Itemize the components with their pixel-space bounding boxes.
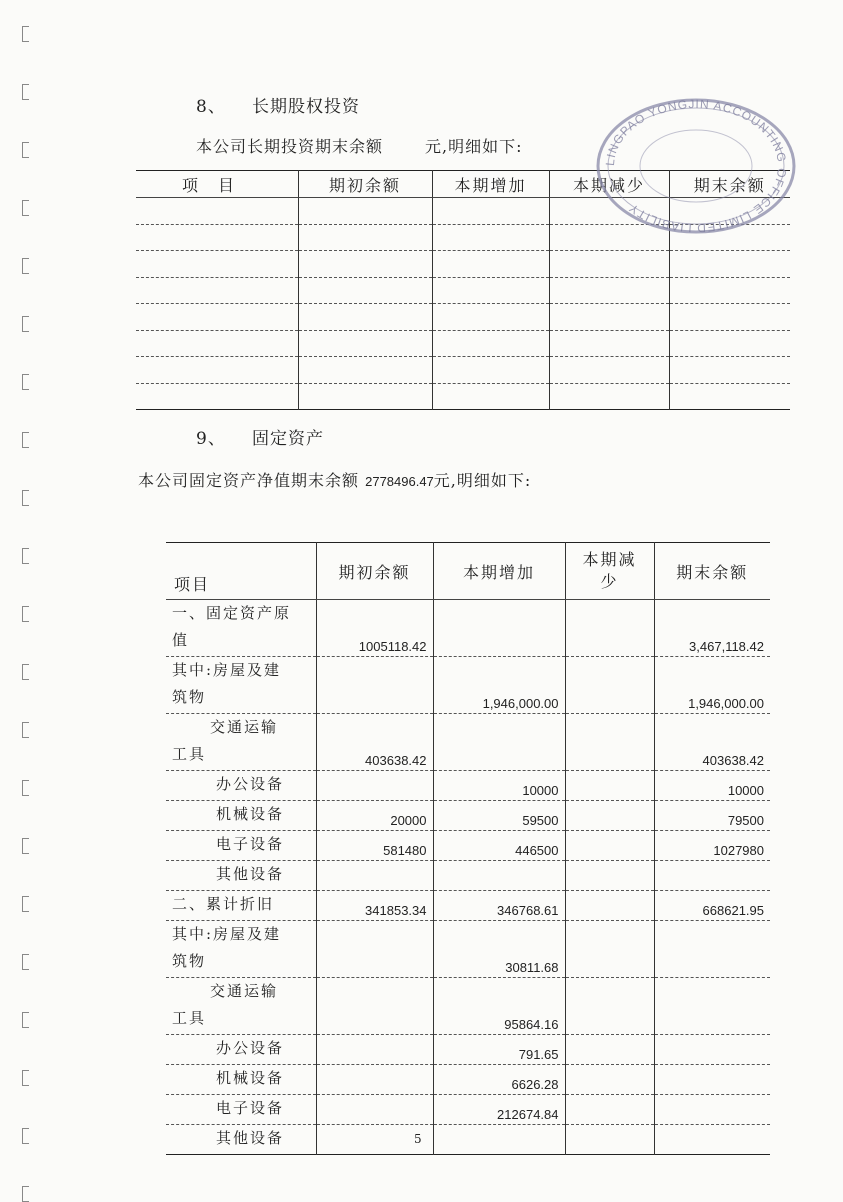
binding-hole-mark (22, 316, 29, 332)
cell-decrease (565, 1125, 654, 1155)
col-header-increase: 本期增加 (433, 543, 565, 600)
table-cell (432, 357, 549, 384)
section-9-intro-text: 本公司固定资产净值期末余额 (138, 471, 360, 490)
table-cell (549, 357, 669, 384)
table-cell (432, 251, 549, 278)
table-row (136, 330, 790, 357)
table-row (136, 277, 790, 304)
section-9-number: 9、 (196, 429, 226, 449)
cell-closing: 10000 (654, 771, 770, 801)
cell-opening (316, 1035, 433, 1065)
table-row (136, 304, 790, 331)
row-label-line: 交通运输 (210, 982, 279, 1000)
row-label-line: 值 (172, 631, 190, 649)
binding-hole-mark (22, 258, 29, 274)
cell-closing: 668621.95 (654, 891, 770, 921)
round-seal-stamp-icon (592, 96, 800, 236)
table-cell (298, 224, 432, 251)
row-label-line: 交通运输 (210, 718, 279, 736)
row-label (166, 831, 316, 861)
binding-hole-mark (22, 1128, 29, 1144)
row-label-line: 工具 (172, 1009, 207, 1027)
cell-increase: 10000 (433, 771, 565, 801)
binding-hole-mark (22, 722, 29, 738)
cell-opening: 581480 (316, 831, 433, 861)
col-header-decrease-line2: 少 (600, 572, 619, 591)
section-9-title: 固定资产 (252, 429, 324, 449)
cell-decrease (565, 714, 654, 771)
cell-closing (654, 1095, 770, 1125)
table-row (166, 600, 770, 657)
table-cell (136, 277, 298, 304)
table-cell (669, 251, 790, 278)
binding-margin (0, 0, 32, 1200)
row-label-line: 筑物 (172, 952, 207, 970)
col-header-decrease (565, 543, 654, 600)
table-cell (298, 330, 432, 357)
col-header-closing: 期末余额 (654, 543, 770, 600)
table-cell (432, 224, 549, 251)
table-cell (136, 304, 298, 331)
table-row (166, 657, 770, 714)
cell-opening (316, 771, 433, 801)
page-number: 5 (414, 1132, 422, 1146)
table-cell (298, 357, 432, 384)
row-label-line: 筑物 (172, 688, 207, 706)
cell-increase (433, 714, 565, 771)
section-9-heading (196, 424, 324, 449)
table-cell (298, 198, 432, 225)
table-cell (669, 383, 790, 410)
cell-decrease (565, 771, 654, 801)
cell-closing (654, 921, 770, 978)
table-cell (549, 330, 669, 357)
cell-closing (654, 861, 770, 891)
cell-increase: 30811.68 (433, 921, 565, 978)
cell-closing (654, 1065, 770, 1095)
binding-hole-mark (22, 374, 29, 390)
table-row (166, 714, 770, 771)
col-header-opening: 期初余额 (316, 543, 433, 600)
table-row (166, 921, 770, 978)
table-row (166, 1125, 770, 1155)
cell-opening (316, 861, 433, 891)
table-cell (432, 198, 549, 225)
table-row (166, 1035, 770, 1065)
cell-opening: 341853.34 (316, 891, 433, 921)
cell-closing: 3,467,118.42 (654, 600, 770, 657)
binding-hole-mark (22, 548, 29, 564)
cell-closing: 1,946,000.00 (654, 657, 770, 714)
table-cell (136, 383, 298, 410)
binding-hole-mark (22, 84, 29, 100)
row-label-line: 工具 (172, 745, 207, 763)
cell-decrease (565, 861, 654, 891)
cell-decrease (565, 657, 654, 714)
section-9-intro-amount: 2778496.47 (365, 474, 434, 489)
table-cell (432, 383, 549, 410)
table-cell (549, 277, 669, 304)
cell-decrease (565, 801, 654, 831)
row-label (166, 657, 316, 714)
table-row (166, 978, 770, 1035)
cell-opening (316, 1095, 433, 1125)
table-cell (669, 357, 790, 384)
col-header-decrease-line1: 本期减 (582, 550, 637, 569)
cell-increase: 1,946,000.00 (433, 657, 565, 714)
cell-opening (316, 657, 433, 714)
row-label (166, 801, 316, 831)
table-cell (549, 251, 669, 278)
cell-closing: 403638.42 (654, 714, 770, 771)
table-cell (136, 330, 298, 357)
table-row (166, 1065, 770, 1095)
row-label-line: 其他设备 (216, 865, 285, 883)
cell-increase: 212674.84 (433, 1095, 565, 1125)
cell-closing (654, 1125, 770, 1155)
cell-decrease (565, 831, 654, 861)
table-cell (432, 330, 549, 357)
section-8-heading (196, 92, 360, 117)
cell-opening: 20000 (316, 801, 433, 831)
row-label (166, 714, 316, 771)
cell-decrease (565, 1035, 654, 1065)
fixed-assets-table (166, 542, 770, 1155)
cell-decrease (565, 1065, 654, 1095)
section-9-intro (138, 468, 531, 491)
cell-closing: 1027980 (654, 831, 770, 861)
row-label (166, 978, 316, 1035)
section-8-intro-text: 本公司长期投资期末余额 (196, 137, 384, 156)
binding-hole-mark (22, 142, 29, 158)
fixed-assets-body (166, 600, 770, 1155)
table-row (166, 1095, 770, 1125)
row-label (166, 1095, 316, 1125)
table-row (136, 383, 790, 410)
binding-hole-mark (22, 432, 29, 448)
seal-text: LINGPAO YONGJIN ACCOUNTING OFFICE LIMITED LIABILITY (602, 96, 790, 236)
row-label (166, 771, 316, 801)
binding-hole-mark (22, 664, 29, 680)
section-8-intro-suffix: 元,明细如下: (425, 137, 523, 156)
row-label-line: 办公设备 (216, 775, 285, 793)
binding-hole-mark (22, 780, 29, 796)
cell-opening (316, 921, 433, 978)
table-cell (298, 383, 432, 410)
cell-increase: 6626.28 (433, 1065, 565, 1095)
cell-closing: 79500 (654, 801, 770, 831)
table-row (136, 251, 790, 278)
table-cell (298, 304, 432, 331)
table-cell (136, 224, 298, 251)
row-label-line: 电子设备 (216, 835, 285, 853)
col-header-decrease: 本期减少 (549, 171, 669, 198)
row-label (166, 600, 316, 657)
cell-decrease (565, 891, 654, 921)
table-cell (669, 330, 790, 357)
row-label-line: 机械设备 (216, 1069, 285, 1087)
table-row (166, 861, 770, 891)
binding-hole-mark (22, 954, 29, 970)
col-header-item: 项 目 (136, 171, 298, 198)
cell-increase (433, 600, 565, 657)
table-cell (549, 383, 669, 410)
row-label (166, 891, 316, 921)
col-header-closing: 期末余额 (669, 171, 790, 198)
cell-decrease (565, 600, 654, 657)
row-label-line: 其中:房屋及建 (172, 661, 282, 679)
row-label (166, 1035, 316, 1065)
row-label-line: 二、累计折旧 (172, 895, 275, 913)
col-header-increase: 本期增加 (432, 171, 549, 198)
cell-decrease (565, 921, 654, 978)
binding-hole-mark (22, 200, 29, 216)
section-9-intro-suffix: 元,明细如下: (433, 471, 532, 490)
table-cell (432, 304, 549, 331)
table-row (166, 801, 770, 831)
binding-hole-mark (22, 1012, 29, 1028)
table-cell (136, 198, 298, 225)
row-label (166, 1065, 316, 1095)
table-cell (298, 251, 432, 278)
col-header-opening: 期初余额 (298, 171, 432, 198)
cell-increase: 346768.61 (433, 891, 565, 921)
row-label-line: 一、固定资产原 (172, 604, 292, 622)
table-cell (298, 277, 432, 304)
table-cell (669, 304, 790, 331)
row-label-line: 办公设备 (216, 1039, 285, 1057)
cell-increase (433, 861, 565, 891)
cell-opening: 403638.42 (316, 714, 433, 771)
binding-hole-mark (22, 896, 29, 912)
cell-decrease (565, 978, 654, 1035)
cell-closing (654, 978, 770, 1035)
table-row (166, 831, 770, 861)
binding-hole-mark (22, 1070, 29, 1086)
table-header-row (166, 543, 770, 600)
cell-increase (433, 1125, 565, 1155)
row-label (166, 921, 316, 978)
table-cell (669, 277, 790, 304)
table-cell (432, 277, 549, 304)
cell-decrease (565, 1095, 654, 1125)
cell-increase: 95864.16 (433, 978, 565, 1035)
table-row (166, 891, 770, 921)
row-label-line: 机械设备 (216, 805, 285, 823)
section-8-title: 长期股权投资 (252, 97, 360, 117)
binding-hole-mark (22, 26, 29, 42)
cell-opening (316, 1065, 433, 1095)
table-cell (136, 357, 298, 384)
binding-hole-mark (22, 838, 29, 854)
binding-hole-mark (22, 490, 29, 506)
cell-closing (654, 1035, 770, 1065)
row-label-line: 其中:房屋及建 (172, 925, 282, 943)
cell-opening: 1005118.42 (316, 600, 433, 657)
row-label-line: 其他设备 (216, 1129, 285, 1147)
row-label (166, 861, 316, 891)
col-header-item: 项目 (166, 543, 316, 600)
table-row (166, 771, 770, 801)
section-8-intro (196, 134, 523, 157)
binding-hole-mark (22, 606, 29, 622)
cell-increase: 446500 (433, 831, 565, 861)
cell-increase: 791.65 (433, 1035, 565, 1065)
row-label (166, 1125, 316, 1155)
table-cell (549, 304, 669, 331)
section-8-number: 8、 (196, 97, 226, 117)
table-cell (136, 251, 298, 278)
cell-increase: 59500 (433, 801, 565, 831)
cell-opening (316, 978, 433, 1035)
table-row (136, 357, 790, 384)
row-label-line: 电子设备 (216, 1099, 285, 1117)
